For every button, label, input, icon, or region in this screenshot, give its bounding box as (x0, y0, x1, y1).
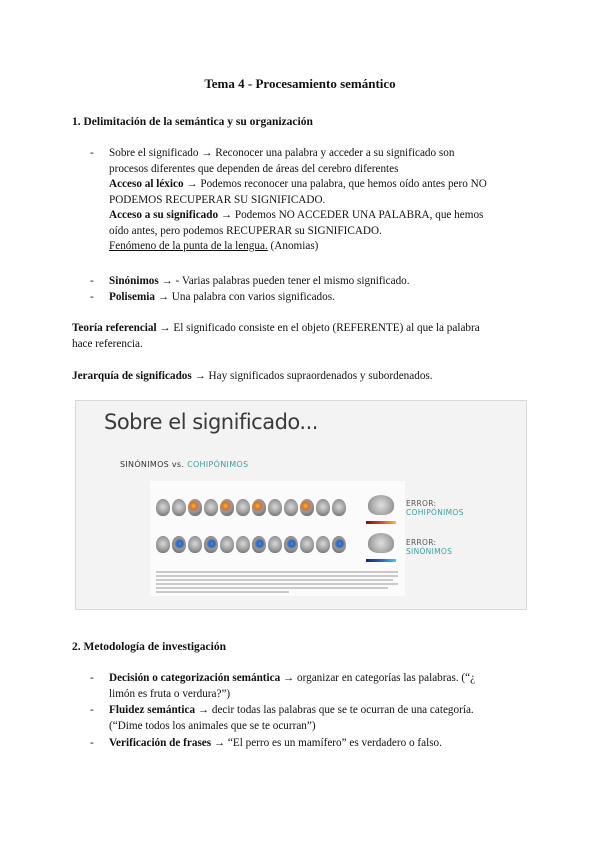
brain-slice-icon (284, 536, 298, 553)
brain-slice-icon (268, 499, 282, 516)
brain-slice-icon (252, 536, 266, 553)
punta-lengua (109, 239, 529, 255)
brain-slice-icon (204, 499, 218, 516)
acceso-significado-line2: oído antes, pero podemos RECUPERAR su SIGNIFICADO. (109, 224, 382, 237)
brain-slice-icon (316, 536, 330, 553)
decision-label: Decisión o categorización semántica → (109, 672, 295, 684)
error-cohiponimos-b: COHIPÓNIMOS (406, 508, 464, 517)
bullet-decision (109, 671, 529, 702)
bullet-marker: - (90, 275, 94, 287)
brain-slice-icon (300, 499, 314, 516)
brain-slice-icon (156, 499, 170, 516)
colorbar-cool (366, 559, 396, 562)
sig-line1: Sobre el significado → Reconocer una palabra y acceder a su significado son (109, 147, 455, 159)
teoria-referencial-text: El significado consiste en el objeto (REFERENTE) al que la palabra (170, 322, 480, 334)
slide-image (75, 400, 527, 610)
brain-slice-icon (236, 536, 250, 553)
bullet-marker: - (90, 672, 94, 684)
brain-row-bottom (156, 536, 346, 553)
teoria-referencial (72, 321, 532, 352)
brain-slice-icon (316, 499, 330, 516)
brain-figure (150, 481, 405, 596)
error-sinonimos-a: ERROR: (406, 538, 437, 547)
decision-text: organizar en categorías las palabras. (“¿ (294, 672, 476, 684)
brain-slice-icon (236, 499, 250, 516)
brain-slice-icon (252, 499, 266, 516)
brain-slice-icon (300, 536, 314, 553)
sinonimos-label: Sinónimos → (109, 275, 173, 287)
acceso-significado-text: Podemos NO ACCEDER UNA PALABRA, que hemos (232, 209, 484, 221)
polisemia-text: Una palabra con varios significados. (168, 291, 335, 303)
decision-line2: limón es fruta o verdura?”) (109, 687, 231, 700)
sinonimos-text: - Varias palabras pueden tener el mismo significado. (172, 275, 410, 287)
fluidez-line2: (“Dime todos los animales que se te ocurran”) (109, 719, 316, 732)
section1-heading: 1. Delimitación de la semántica y su organización (72, 116, 313, 128)
error-sinonimos (406, 538, 452, 556)
bullet-marker: - (90, 147, 94, 159)
teoria-referencial-line2: hace referencia. (72, 337, 143, 350)
acceso-lexico-label: Acceso al léxico → (109, 178, 198, 190)
slide-subtitle-a: SINÓNIMOS vs. (120, 460, 188, 469)
bullet-marker: - (90, 291, 94, 303)
brain-slice-icon (172, 536, 186, 553)
figure-caption (156, 571, 398, 595)
bullet-fluidez (109, 703, 529, 734)
bullet-marker: - (90, 704, 94, 716)
slide-subtitle-b: COHIPÓNIMOS (187, 460, 249, 469)
brain-slice-icon (332, 499, 346, 516)
bullet-verificacion (109, 736, 529, 752)
acceso-lexico (109, 177, 529, 193)
polisemia-label: Polisemia → (109, 291, 169, 303)
punta-lengua-label: Fenómeno de la punta de la lengua. (109, 240, 268, 252)
brain-slice-icon (220, 536, 234, 553)
brain-slice-icon (284, 499, 298, 516)
brain-slice-icon (204, 536, 218, 553)
acceso-significado (109, 208, 529, 224)
colorbar-hot (366, 521, 396, 524)
section2-heading: 2. Metodología de investigación (72, 641, 226, 653)
brain-slice-icon (172, 499, 186, 516)
verificacion-text: “El perro es un mamífero” es verdadero o falso. (225, 737, 442, 749)
brain-slice-icon (156, 536, 170, 553)
jerarquia-text: Hay significados supraordenados y subordenados. (205, 370, 433, 382)
brain-slice-icon (220, 499, 234, 516)
jerarquia-significados (72, 369, 532, 385)
fluidez-label: Fluidez semántica → (109, 704, 210, 716)
bullet-significado (109, 146, 529, 255)
acceso-significado-label: Acceso a su significado → (109, 209, 233, 221)
brain-slice-icon (268, 536, 282, 553)
bullet-polisemia (109, 290, 529, 306)
verificacion-label: Verificación de frases → (109, 737, 226, 749)
sig-line2: procesos diferentes que dependen de áreas del cerebro diferentes (109, 162, 399, 175)
brain-slice-icon (332, 536, 346, 553)
error-cohiponimos (406, 499, 464, 517)
anomias-text: (Anomias) (267, 240, 319, 252)
brain-lateral-icon (368, 495, 394, 515)
brain-slice-icon (188, 499, 202, 516)
jerarquia-label: Jerarquía de significados → (72, 370, 206, 382)
brain-slice-icon (188, 536, 202, 553)
fluidez-text: decir todas las palabras que se te ocurran de una categoría. (209, 704, 474, 716)
acceso-lexico-line2: PODEMOS RECUPERAR SU SIGNIFICADO. (109, 193, 326, 206)
brain-lateral-icon (368, 533, 394, 553)
brain-row-top (156, 499, 346, 516)
slide-subtitle (120, 457, 248, 473)
bullet-sinonimos (109, 274, 529, 290)
bullet-marker: - (90, 737, 94, 749)
acceso-lexico-text: Podemos reconocer una palabra, que hemos oído antes pero NO (197, 178, 487, 190)
error-sinonimos-b: SINÓNIMOS (406, 547, 453, 556)
error-cohiponimos-a: ERROR: (406, 499, 437, 508)
teoria-referencial-label: Teoría referencial → (72, 322, 171, 334)
document-title: Tema 4 - Procesamiento semántico (204, 76, 396, 91)
slide-title: Sobre el significado... (104, 410, 318, 434)
